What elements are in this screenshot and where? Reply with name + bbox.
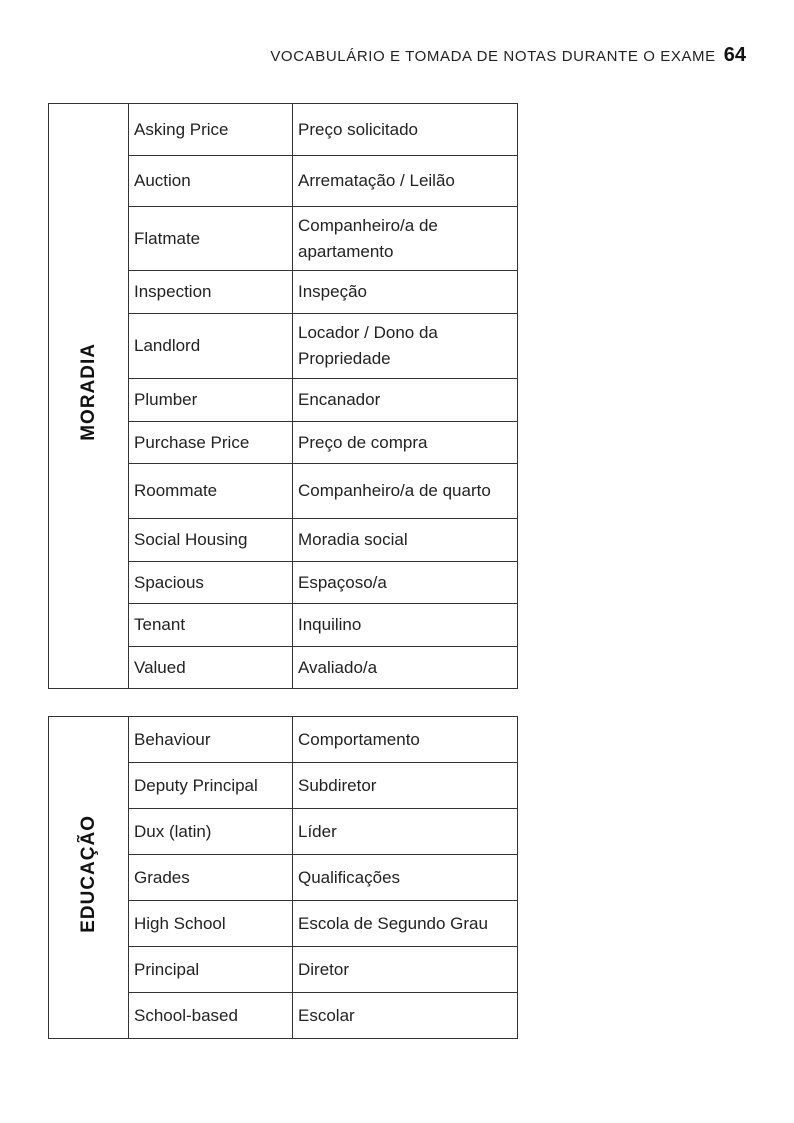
- term-en: Spacious: [129, 562, 293, 604]
- term-en: Grades: [129, 855, 293, 901]
- term-en: Plumber: [129, 379, 293, 422]
- term-pt: Moradia social: [293, 519, 518, 562]
- category-label: EDUCAÇÃO: [77, 814, 99, 933]
- term-pt: Encanador: [293, 379, 518, 422]
- term-en: Behaviour: [129, 717, 293, 763]
- term-en: Valued: [129, 647, 293, 689]
- term-en: Landlord: [129, 314, 293, 379]
- term-en: Roommate: [129, 464, 293, 519]
- term-pt: Qualificações: [293, 855, 518, 901]
- vocab-table-educacao: [48, 716, 518, 1039]
- term-en: High School: [129, 901, 293, 947]
- term-en: Social Housing: [129, 519, 293, 562]
- category-label: MORADIA: [77, 343, 99, 441]
- term-pt: Companheiro/a de apartamento: [293, 207, 518, 271]
- page-header: [270, 44, 746, 67]
- term-pt: Escola de Segundo Grau: [293, 901, 518, 947]
- term-pt: Avaliado/a: [293, 647, 518, 689]
- term-en: Principal: [129, 947, 293, 993]
- term-pt: Preço de compra: [293, 422, 518, 464]
- category-cell: [49, 104, 129, 689]
- category-cell: [49, 717, 129, 1039]
- term-pt: Diretor: [293, 947, 518, 993]
- term-en: Dux (latin): [129, 809, 293, 855]
- term-en: Deputy Principal: [129, 763, 293, 809]
- term-pt: Líder: [293, 809, 518, 855]
- term-pt: Espaçoso/a: [293, 562, 518, 604]
- term-en: Tenant: [129, 604, 293, 647]
- term-pt: Locador / Dono da Propriedade: [293, 314, 518, 379]
- term-pt: Arrematação / Leilão: [293, 156, 518, 207]
- header-title: VOCABULÁRIO E TOMADA DE NOTAS DURANTE O EXAME: [270, 48, 716, 65]
- table-row: [49, 104, 518, 156]
- term-pt: Preço solicitado: [293, 104, 518, 156]
- term-pt: Subdiretor: [293, 763, 518, 809]
- term-pt: Comportamento: [293, 717, 518, 763]
- term-pt: Escolar: [293, 993, 518, 1039]
- term-pt: Inquilino: [293, 604, 518, 647]
- term-en: Purchase Price: [129, 422, 293, 464]
- page-number: 64: [723, 44, 746, 66]
- term-en: Auction: [129, 156, 293, 207]
- term-pt: Companheiro/a de quarto: [293, 464, 518, 519]
- term-en: Flatmate: [129, 207, 293, 271]
- vocab-table-moradia: [48, 103, 518, 689]
- term-pt: Inspeção: [293, 271, 518, 314]
- term-en: Inspection: [129, 271, 293, 314]
- term-en: School-based: [129, 993, 293, 1039]
- term-en: Asking Price: [129, 104, 293, 156]
- table-row: [49, 717, 518, 763]
